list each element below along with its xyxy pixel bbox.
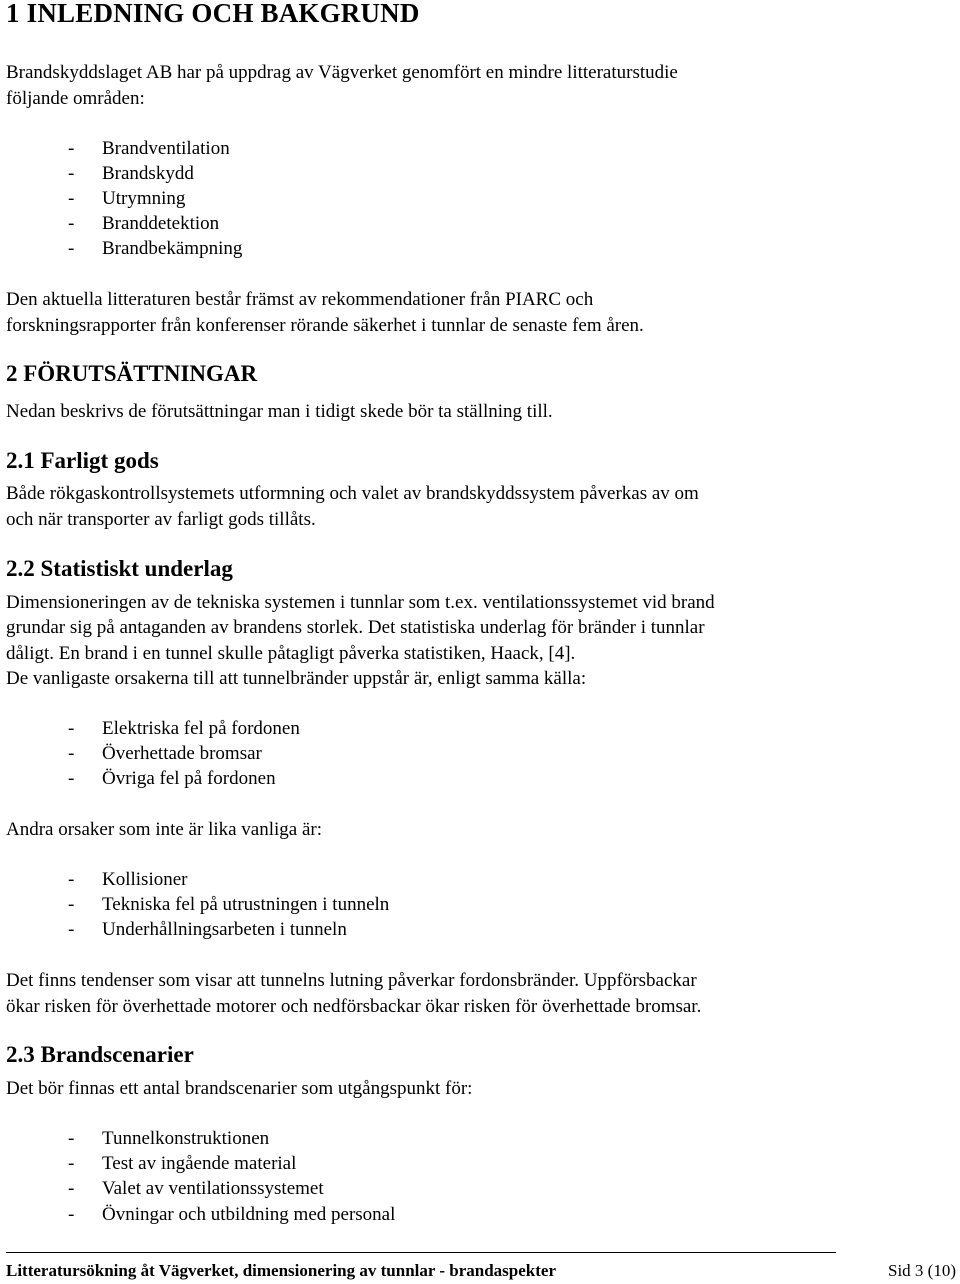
trend-line-2: ökar risken för överhettade motorer och nedförsbackar ökar risken för överhettade bromsar. <box>6 996 702 1017</box>
heading-2-1: 2.1 Farligt gods <box>6 448 159 473</box>
farligt-line-2: och när transporter av farligt gods tillåts. <box>6 509 316 530</box>
stat-line-2: grundar sig på antaganden av brandens storlek. Det statistiska underlag för bränder i tunnlar <box>6 617 705 638</box>
page-number: Sid 3 (10) <box>888 1261 956 1280</box>
stat-line-1: Dimensioneringen av de tekniska systemen i tunnlar som t.ex. ventilationssystemet vid brand <box>6 592 715 613</box>
footer-title: Litteratursökning åt Vägverket, dimensionering av tunnlar - brandaspekter <box>6 1261 557 1280</box>
intro-line-2: följande områden: <box>6 88 145 109</box>
heading-2-3: 2.3 Brandscenarier <box>6 1042 194 1067</box>
heading-2-2: 2.2 Statistiskt underlag <box>6 556 233 581</box>
other-causes-intro: Andra orsaker som inte är lika vanliga är: <box>6 819 323 840</box>
footer-rule <box>6 1252 836 1253</box>
heading-1: 1 INLEDNING OCH BAKGRUND <box>6 0 420 28</box>
heading-2: 2 FÖRUTSÄTTNINGAR <box>6 361 258 386</box>
lit-line-2: forskningsrapporter från konferenser rörande säkerhet i tunnlar de senaste fem åren. <box>6 315 644 336</box>
stat-line-3: dåligt. En brand i en tunnel skulle påtagligt påverka statistiken, Haack, [4]. <box>6 643 576 664</box>
prereq-line: Nedan beskrivs de förutsättningar man i tidigt skede bör ta ställning till. <box>6 401 553 422</box>
stat-line-4: De vanligaste orsakerna till att tunnelbränder uppstår är, enligt samma källa: <box>6 668 587 689</box>
farligt-line-1: Både rökgaskontrollsystemets utformning och valet av brandskyddssystem påverkas av om <box>6 483 699 504</box>
scenario-intro: Det bör finnas ett antal brandscenarier som utgångspunkt för: <box>6 1078 473 1099</box>
trend-line-1: Det finns tendenser som visar att tunnelns lutning påverkar fordonsbränder. Uppförsbackar <box>6 970 697 991</box>
intro-line-1: Brandskyddslaget AB har på uppdrag av Vägverket genomfört en mindre litteraturstudie <box>6 62 678 83</box>
lit-line-1: Den aktuella litteraturen består främst av rekommendationer från PIARC och <box>6 289 594 310</box>
